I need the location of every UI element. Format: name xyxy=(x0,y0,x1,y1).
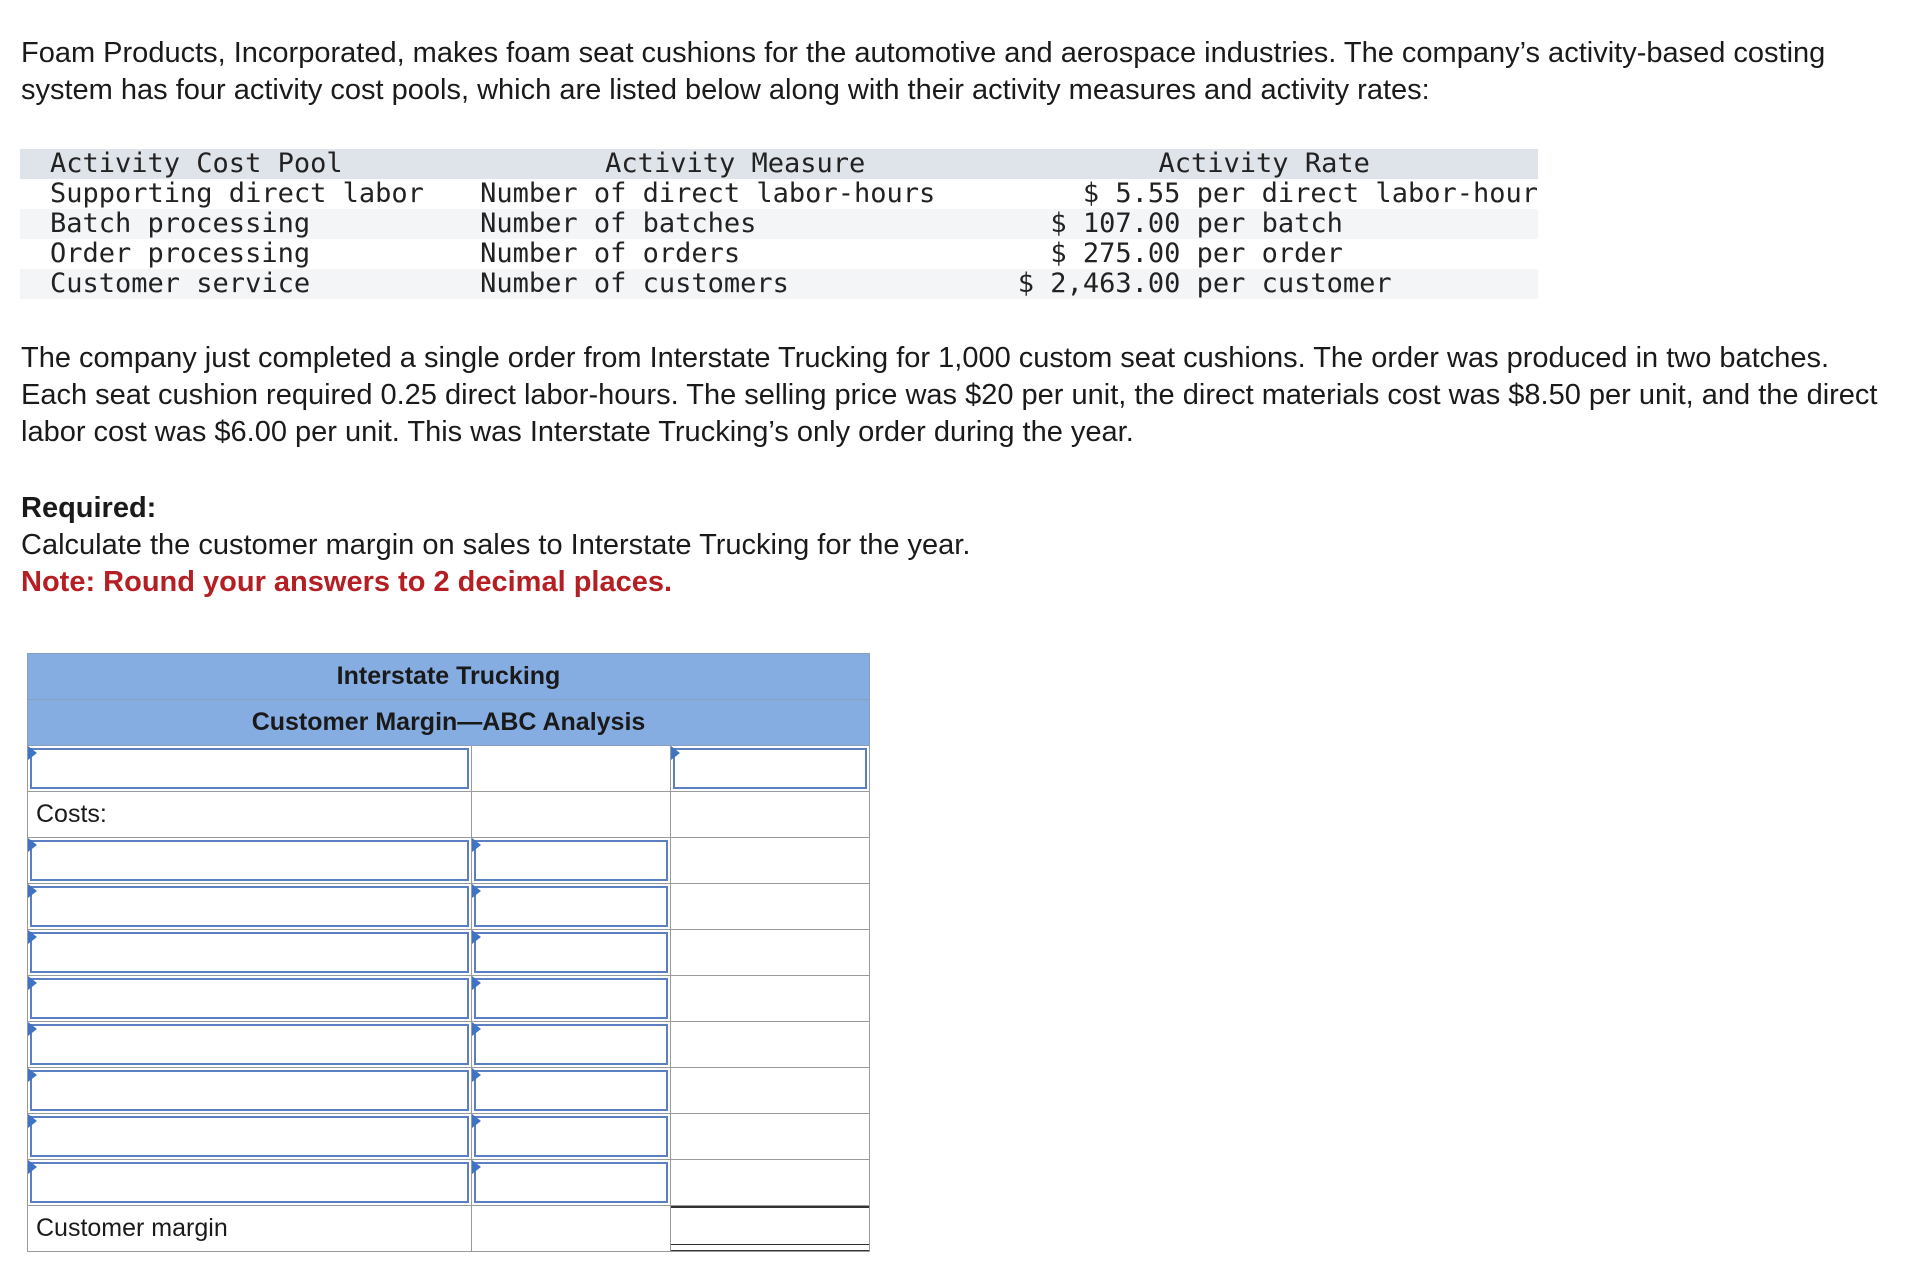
cost-row xyxy=(28,1160,870,1206)
cost-row xyxy=(28,976,870,1022)
cost-label-cell xyxy=(28,1068,472,1114)
cost-label-cell xyxy=(28,1160,472,1206)
customer-margin-worksheet xyxy=(27,653,870,1252)
cost-label-dropdown[interactable] xyxy=(30,840,469,881)
sales-middle-cell xyxy=(472,746,671,792)
activity-rates-table xyxy=(20,149,1538,299)
dropdown-marker-icon xyxy=(472,930,481,944)
header-activity-cost-pool: Activity Cost Pool xyxy=(50,148,343,179)
costs-middle-cell xyxy=(472,792,671,838)
dropdown-marker-icon xyxy=(472,976,481,990)
activity-table-header-row xyxy=(20,149,1538,179)
cost-row xyxy=(28,1022,870,1068)
cost-row xyxy=(28,1114,870,1160)
cost-total-cell xyxy=(671,1114,870,1160)
rate-unit: per order xyxy=(1196,238,1343,269)
cost-label-cell xyxy=(28,838,472,884)
dropdown-marker-icon xyxy=(28,1022,37,1036)
costs-right-cell xyxy=(671,792,870,838)
cost-total-cell xyxy=(671,976,870,1022)
cost-row xyxy=(28,1068,870,1114)
rate-unit: per batch xyxy=(1196,208,1343,239)
cost-label-dropdown[interactable] xyxy=(30,886,469,927)
activity-pool: Order processing xyxy=(50,238,311,269)
cost-label-cell xyxy=(28,930,472,976)
activity-row xyxy=(20,269,1538,299)
dropdown-marker-icon xyxy=(472,884,481,898)
cost-row xyxy=(28,838,870,884)
cost-total-cell xyxy=(671,838,870,884)
intro-paragraph: Foam Products, Incorporated, makes foam seat cushions for the automotive and aerospace industries. The company’s activity-based costing system has four activity cost pools, which are listed below along with their activity measures and activity rates: xyxy=(21,37,1826,106)
cost-total-cell xyxy=(671,884,870,930)
worksheet-title: Interstate Trucking xyxy=(28,654,870,700)
activity-rate xyxy=(990,269,1538,299)
activity-measure: Number of orders xyxy=(480,238,741,269)
dropdown-marker-icon xyxy=(472,1068,481,1082)
dropdown-marker-icon xyxy=(472,838,481,852)
cost-row xyxy=(28,930,870,976)
rate-amount: $ 5.55 xyxy=(1082,178,1181,209)
cost-amount-input[interactable] xyxy=(474,840,668,881)
activity-row xyxy=(20,179,1538,209)
cost-amount-input[interactable] xyxy=(474,978,668,1019)
sales-label-cell xyxy=(28,746,472,792)
cost-total-cell xyxy=(671,930,870,976)
cost-amount-cell xyxy=(472,1022,671,1068)
cost-amount-cell xyxy=(472,1068,671,1114)
double-underline xyxy=(671,1244,869,1251)
sales-amount-cell xyxy=(671,746,870,792)
cost-label-dropdown[interactable] xyxy=(30,1070,469,1111)
costs-label-row xyxy=(28,792,870,838)
cost-label-cell xyxy=(28,1022,472,1068)
activity-measure: Number of batches xyxy=(480,208,757,239)
cost-amount-input[interactable] xyxy=(474,1116,668,1157)
activity-measure: Number of direct labor-hours xyxy=(480,178,936,209)
cost-label-cell xyxy=(28,1114,472,1160)
cost-label-dropdown[interactable] xyxy=(30,932,469,973)
dropdown-marker-icon xyxy=(28,930,37,944)
activity-rate xyxy=(990,239,1538,269)
cost-label-dropdown[interactable] xyxy=(30,1116,469,1157)
dropdown-marker-icon xyxy=(28,1114,37,1128)
rate-unit: per customer xyxy=(1196,268,1392,299)
activity-pool: Batch processing xyxy=(50,208,311,239)
customer-margin-input[interactable] xyxy=(671,1206,870,1252)
dropdown-marker-icon xyxy=(28,1160,37,1174)
rate-amount: $ 275.00 xyxy=(1050,238,1181,269)
cost-amount-cell xyxy=(472,1160,671,1206)
activity-row xyxy=(20,209,1538,239)
sales-amount-input[interactable] xyxy=(673,748,867,789)
cost-label-dropdown[interactable] xyxy=(30,1162,469,1203)
dropdown-marker-icon xyxy=(28,746,37,760)
dropdown-marker-icon xyxy=(28,976,37,990)
required-instruction: Calculate the customer margin on sales to Interstate Trucking for the year. xyxy=(21,529,971,561)
sales-row xyxy=(28,746,870,792)
header-activity-rate: Activity Rate xyxy=(1158,148,1370,179)
cost-label-dropdown[interactable] xyxy=(30,978,469,1019)
sales-label-dropdown[interactable] xyxy=(30,748,469,789)
dropdown-marker-icon xyxy=(472,1160,481,1174)
dropdown-marker-icon xyxy=(28,1068,37,1082)
customer-margin-row xyxy=(28,1206,870,1252)
cost-amount-input[interactable] xyxy=(474,932,668,973)
cost-amount-input[interactable] xyxy=(474,1162,668,1203)
rate-unit: per direct labor-hour xyxy=(1196,178,1538,209)
customer-margin-label-cell xyxy=(28,1206,472,1252)
rate-amount: $ 2,463.00 xyxy=(1017,268,1181,299)
cost-amount-cell xyxy=(472,976,671,1022)
cost-amount-cell xyxy=(472,838,671,884)
costs-label-cell xyxy=(28,792,472,838)
cost-total-cell xyxy=(671,1068,870,1114)
cost-label-cell xyxy=(28,976,472,1022)
cost-row xyxy=(28,884,870,930)
cost-total-cell xyxy=(671,1160,870,1206)
cost-amount-cell xyxy=(472,1114,671,1160)
worksheet-subtitle: Customer Margin—ABC Analysis xyxy=(28,700,870,746)
header-activity-measure: Activity Measure xyxy=(605,148,866,179)
cost-amount-input[interactable] xyxy=(474,1070,668,1111)
dropdown-marker-icon xyxy=(472,1022,481,1036)
customer-margin-middle-cell xyxy=(472,1206,671,1252)
activity-row xyxy=(20,239,1538,269)
activity-measure: Number of customers xyxy=(480,268,789,299)
cost-total-cell xyxy=(671,1022,870,1068)
activity-pool: Supporting direct labor xyxy=(50,178,424,209)
cost-amount-input[interactable] xyxy=(474,886,668,927)
activity-pool: Customer service xyxy=(50,268,311,299)
cost-label-dropdown[interactable] xyxy=(30,1024,469,1065)
required-heading: Required: xyxy=(21,492,157,524)
cost-label-cell xyxy=(28,884,472,930)
total-rule xyxy=(671,1206,869,1208)
dropdown-marker-icon xyxy=(671,746,680,760)
costs-label: Costs: xyxy=(36,800,107,828)
worksheet-subtitle-row xyxy=(28,700,870,746)
dropdown-marker-icon xyxy=(28,884,37,898)
required-section xyxy=(21,490,1901,601)
rounding-note: Note: Round your answers to 2 decimal places. xyxy=(21,566,673,598)
cost-amount-cell xyxy=(472,930,671,976)
cost-amount-input[interactable] xyxy=(474,1024,668,1065)
worksheet-title-row xyxy=(28,654,870,700)
dropdown-marker-icon xyxy=(28,838,37,852)
activity-rate xyxy=(990,209,1538,239)
rate-amount: $ 107.00 xyxy=(1050,208,1181,239)
customer-margin-label: Customer margin xyxy=(36,1214,228,1242)
cost-amount-cell xyxy=(472,884,671,930)
order-description: The company just completed a single order from Interstate Trucking for 1,000 custom seat cushions. The order was produced in two batches. Each seat cushion required 0.25 direct labor-hours. The selling price was $20 per unit, the direct materials cost was $8.50 per unit, and the direct labor cost was $6.00 per unit. This was Interstate Trucking’s only order during the year. xyxy=(21,342,1878,448)
dropdown-marker-icon xyxy=(472,1114,481,1128)
activity-rate xyxy=(990,179,1538,209)
